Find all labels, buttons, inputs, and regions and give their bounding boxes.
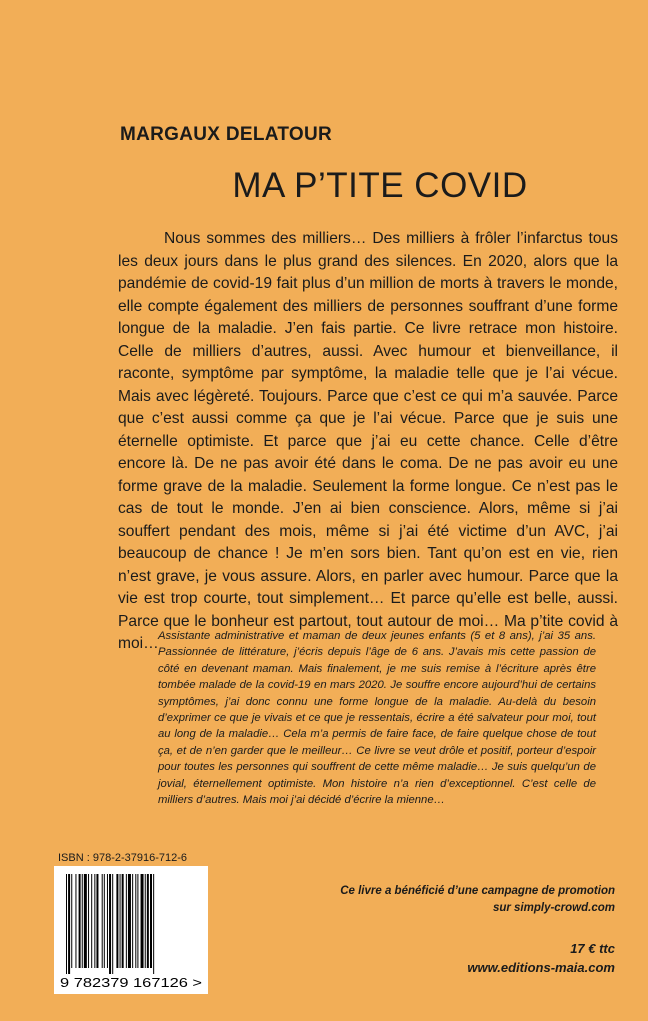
barcode-bar xyxy=(96,874,98,968)
promo-line-1: Ce livre a bénéficié d’une campagne de promotion xyxy=(340,885,615,897)
barcode-bar xyxy=(150,874,152,968)
barcode-bar xyxy=(88,874,89,968)
barcode-bar xyxy=(102,874,103,968)
publisher-website[interactable]: www.editions-maia.com xyxy=(467,960,615,975)
barcode-bar xyxy=(84,874,87,968)
author-name: MARGAUX DELATOUR xyxy=(120,124,333,145)
price-label: 17 € ttc xyxy=(570,941,615,956)
barcode-bar xyxy=(120,874,121,968)
barcode-bar xyxy=(147,874,149,968)
barcode-bar xyxy=(128,874,131,968)
author-bio: Assistante administrative et maman de deux jeunes enfants (5 et 8 ans), j’ai 35 ans. Passionnée de littérature, j’écris depuis l’âge de 6 ans. J’avais mis cette passion de côté en devenant maman. Mais finalement, je me suis remise à l’écriture après être tombée malade de la covid-19 en mars 2020. Je souffre encore aujourd’hui de certains symptômes, j’ai donc connu une forme longue de la maladie. Au-delà du besoin d’exprimer ce que je vivais et ce que je ressentais, écrire a été salvateur pour moi, tout au long de la maladie… Cela m’a permis de faire face, de faire quelque chose de tout ça, et de n’en garder que le meilleur… Ce livre se veut drôle et positif, porteur d’espoir pour toutes les personnes qui souffrent de cette même maladie… Je suis quelqu’un de jovial, éternellement optimiste. Mon histoire n’a rien d’exceptionnel. C’est celle de milliers d’autres. Mais moi j’ai décidé d’écrire la mienne… xyxy=(158,630,596,807)
barcode-bar xyxy=(126,874,127,968)
barcode-bar xyxy=(107,874,108,968)
barcode-bar xyxy=(145,874,146,968)
promo-line-2: sur simply-crowd.com xyxy=(492,902,615,914)
barcode-digits: 9 782379 167126 > xyxy=(60,976,202,990)
barcode-bar xyxy=(71,874,72,968)
barcode xyxy=(54,866,208,994)
barcode-bar xyxy=(137,874,138,968)
isbn-label: ISBN : 978-2-37916-712-6 xyxy=(58,852,188,864)
book-title: MA P’TITE COVID xyxy=(232,166,528,205)
barcode-bar xyxy=(112,874,113,974)
barcode-bar xyxy=(132,874,133,968)
promo-text xyxy=(295,883,615,917)
barcode-bar xyxy=(66,874,67,974)
barcode-bar xyxy=(122,874,124,968)
barcode-bar xyxy=(109,874,111,974)
barcode-bar xyxy=(79,874,81,968)
barcode-graphic xyxy=(54,866,208,994)
barcode-bar xyxy=(104,874,105,968)
barcode-bar xyxy=(75,874,76,968)
barcode-bar xyxy=(141,874,144,968)
barcode-bar xyxy=(94,874,95,968)
barcode-bar xyxy=(91,874,92,968)
barcode-bar xyxy=(68,874,70,974)
book-blurb: Nous sommes des milliers… Des milliers à frôler l’infarctus tous les deux jours dans le plus grand des silences. En 2020, alors que la pandémie de covid-19 fait plus d’un million de morts à travers le monde, elle compte également des milliers de personnes souffrant d’une forme longue de la maladie. J’en fais partie. Ce livre retrace mon histoire. Celle de milliers d’autres, aussi. Avec humour et bienveillance, il raconte, symptôme par symptôme, la maladie telle que je l’ai vécue. Mais avec légèreté. Toujours. Parce que c’est ce qui m’a sauvée. Parce que c’est aussi comme ça que je l’ai vécue. Parce que je suis une éternelle optimiste. Et parce que j’ai eu cette chance. Celle d’être encore là. De ne pas avoir été dans le coma. De ne pas avoir eu une forme grave de la maladie. Seulement la forme longue. Ce n’est pas le cas de tout le monde. J’en ai bien conscience. Alors, même si j’ai souffert pendant des mois, même si j’ai été victime d’un AVC, j’ai beaucoup de chance ! Je m’en sors bien. Tant qu’on est en vie, rien n’est grave, je vous assure. Alors, en parler avec humour. Parce que la vie est trop courte, tout simplement… Et parce qu’elle est belle, aussi. Parce que le bonheur est partout, tout autour de moi… Ma p’tite covid à moi… xyxy=(118,230,618,652)
barcode-bar xyxy=(153,874,154,974)
barcode-bar xyxy=(116,874,118,968)
barcode-bar xyxy=(135,874,136,968)
barcode-bar xyxy=(82,874,83,968)
